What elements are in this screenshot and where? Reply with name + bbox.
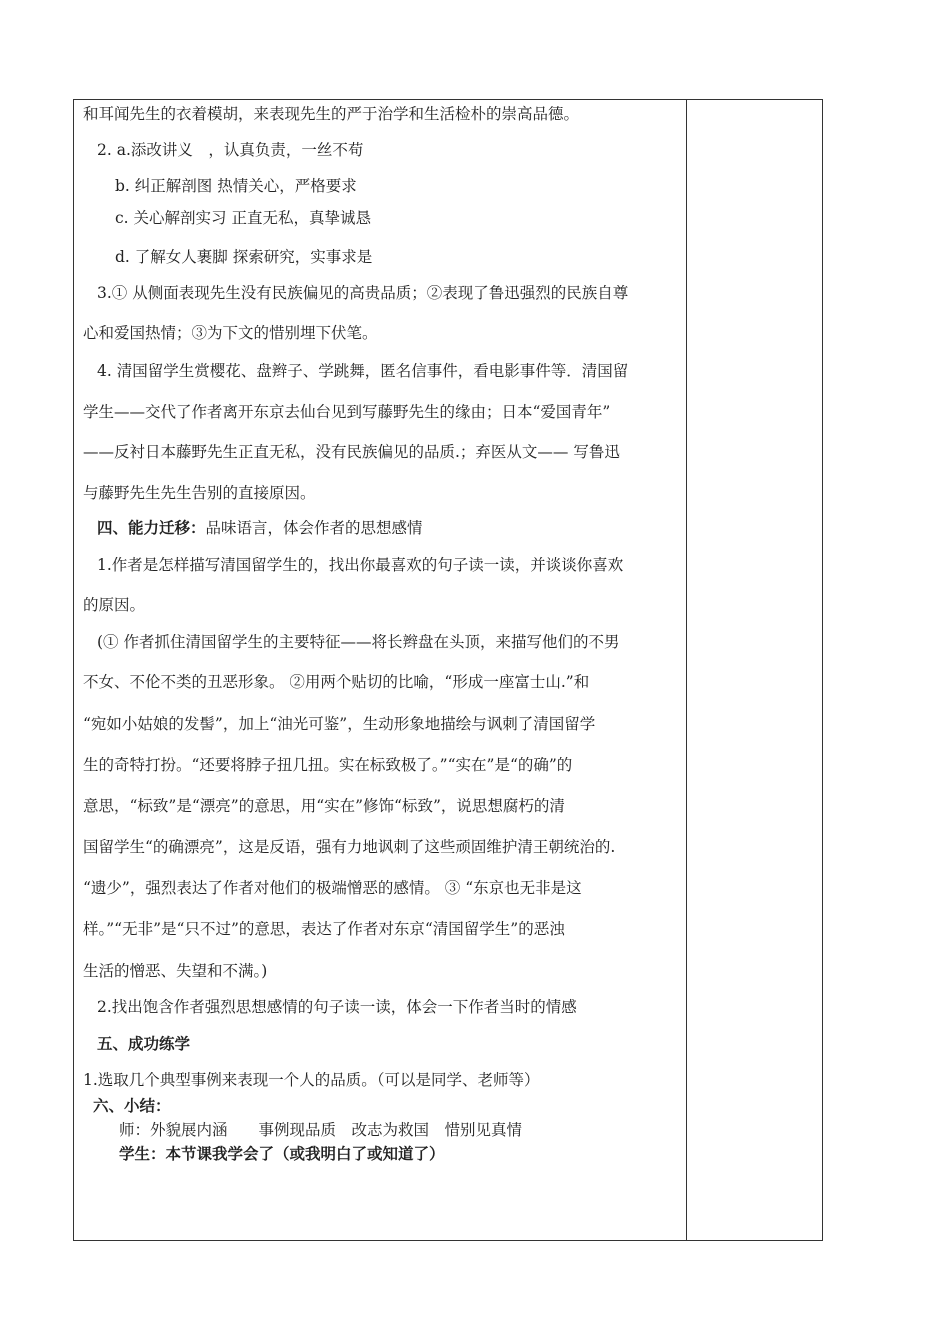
text-line: (① 作者抓住清国留学生的主要特征——将长辫盘在头顶，来描写他们的不男 <box>97 633 620 651</box>
text-line: “宛如小姑娘的发髻”，加上“油光可鉴”，生动形象地描绘与讽刺了清国留学 <box>83 715 596 733</box>
section-5-heading: 五、成功练学 <box>97 1035 191 1053</box>
text-line: 师：外貌展内涵 事例现品质 改志为救国 惜别见真情 <box>119 1121 523 1139</box>
text-line: c. 关心解剖实习 正直无私，真挚诚恳 <box>115 209 371 227</box>
text-line: 的原因。 <box>83 596 146 614</box>
text-line: 不女、不伦不类的丑恶形象。 ②用两个贴切的比喻，“形成一座富士山.”和 <box>83 673 590 691</box>
side-cell <box>687 100 822 1240</box>
text-line: 2. a.添改讲义 ，认真负责，一丝不苟 <box>97 141 364 159</box>
student-line: 学生：本节课我学会了（或我明白了或知道了） <box>119 1145 445 1163</box>
text-line: 2.找出饱含作者强烈思想感情的句子读一读，体会一下作者当时的情感 <box>97 998 577 1016</box>
text-line: b. 纠正解剖图 热情关心，严格要求 <box>115 177 357 195</box>
text-line: 生活的憎恶、失望和不满。) <box>83 962 268 980</box>
text-line: 和耳闻先生的衣着模胡，来表现先生的严于治学和生活检朴的崇高品德。 <box>83 105 580 123</box>
text-line: 1.作者是怎样描写清国留学生的，找出你最喜欢的句子读一读，并谈谈你喜欢 <box>97 556 624 574</box>
text-line: 3.① 从侧面表现先生没有民族偏见的高贵品质；②表现了鲁迅强烈的民族自尊 <box>97 284 629 302</box>
section-4-text: 品味语言，体会作者的思想感情 <box>205 519 423 537</box>
section-6-heading: 六、小结： <box>93 1097 171 1115</box>
text-line: 生的奇特打扮。“还要将脖子扭几扭。实在标致极了。”“实在”是“的确”的 <box>83 756 573 774</box>
text-line: 学生——交代了作者离开东京去仙台见到写藤野先生的缘由；日本“爱国青年” <box>83 403 611 421</box>
text-line: 1.选取几个典型事例来表现一个人的品质。（可以是同学、老师等） <box>83 1071 540 1089</box>
text-line: 与藤野先生先生告别的直接原因。 <box>83 484 316 502</box>
text-line: 心和爱国热情；③为下文的惜别埋下伏笔。 <box>83 324 378 342</box>
text-line: ——反衬日本藤野先生正直无私，没有民族偏见的品质.；弃医从文—— 写鲁迅 <box>83 443 620 461</box>
text-line: “遗少”，强烈表达了作者对他们的极端憎恶的感情。 ③ “东京也无非是这 <box>83 879 582 897</box>
text-line: 意思，“标致”是“漂亮”的意思，用“实在”修饰“标致”，说思想腐朽的清 <box>83 797 565 815</box>
text-line: 国留学生“的确漂亮”，这是反语，强有力地讽刺了这些顽固维护清王朝统治的. <box>83 838 616 856</box>
section-4 <box>97 518 423 538</box>
section-4-heading: 四、能力迁移： <box>97 519 206 537</box>
text-line: d. 了解女人裹脚 探索研究，实事求是 <box>115 248 373 266</box>
text-line: 样。”“无非”是“只不过”的意思，表达了作者对东京“清国留学生”的恶浊 <box>83 920 565 938</box>
text-line: 4. 清国留学生赏樱花、盘辫子、学跳舞，匿名信事件，看电影事件等．清国留 <box>97 362 629 380</box>
